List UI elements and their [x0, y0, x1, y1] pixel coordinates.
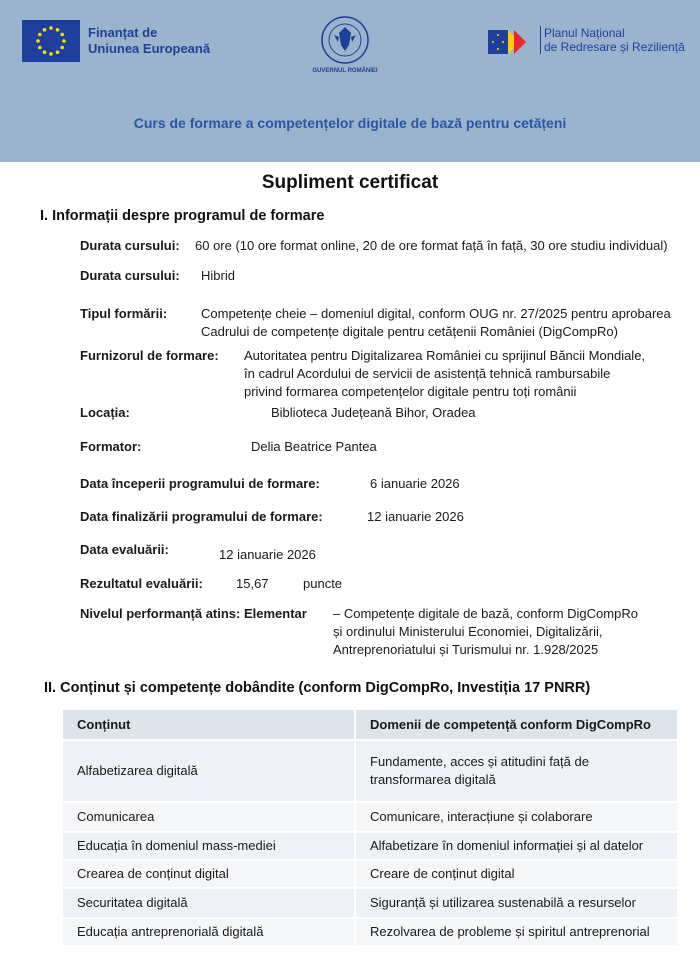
info-value: Delia Beatrice Pantea	[251, 439, 377, 454]
content-cell: Alfabetizarea digitală	[63, 740, 355, 802]
domain-cell: Alfabetizare în domeniul informației și al datelor	[355, 832, 678, 860]
info-label: Tipul formării:	[80, 306, 168, 321]
info-value: 60 ore (10 ore format online, 20 de ore format față în față, 30 ore studiu individual)	[195, 238, 668, 253]
table-row	[63, 740, 678, 802]
gov-seal-text: GUVERNUL ROMÂNIEI	[312, 68, 378, 74]
info-value: 12 ianuarie 2026	[367, 509, 464, 524]
domain-cell: Rezolvarea de probleme și spiritul antreprenorial	[355, 918, 678, 946]
content-cell: Securitatea digitală	[63, 888, 355, 918]
info-value: Biblioteca Județeană Bihor, Oradea	[271, 405, 476, 420]
info-score: 15,67	[236, 576, 269, 591]
info-label: Data începerii programului de formare:	[80, 476, 320, 491]
info-label: Nivelul performanță atins: Elementar	[80, 606, 307, 621]
info-value: – Competențe digitale de bază, conform DigCompRo	[333, 606, 638, 621]
header-band	[0, 0, 700, 162]
domain-cell	[355, 740, 678, 802]
content-cell: Comunicarea	[63, 802, 355, 832]
info-label: Furnizorul de formare:	[80, 348, 219, 363]
info-value: în cadrul Acordului de servicii de asistență tehnică rambursabile	[244, 366, 611, 381]
info-label: Durata cursului:	[80, 238, 180, 253]
table-header-row	[63, 710, 678, 740]
section-1-title: I. Informații despre programul de formare	[40, 208, 325, 224]
table-row	[63, 860, 678, 888]
pnrr-text-line: Planul Național	[544, 26, 625, 40]
table-row	[63, 888, 678, 918]
info-value: Antreprenoriatului și Turismului nr. 1.928/2025	[333, 642, 599, 657]
pnrr-logo	[488, 28, 536, 56]
course-title: Curs de formare a competențelor digitale de bază pentru cetățeni	[133, 115, 567, 131]
coat-of-arms-icon	[320, 15, 370, 65]
table-row	[63, 832, 678, 860]
eu-stars-icon	[22, 20, 80, 62]
content-cell: Educația în domeniul mass-mediei	[63, 832, 355, 860]
content-cell: Crearea de conținut digital	[63, 860, 355, 888]
info-label: Data evaluării:	[80, 542, 169, 557]
pnrr-text-line: de Redresare și Reziliență	[544, 40, 685, 54]
pnrr-text	[540, 26, 685, 54]
content-cell: Educația antreprenorială digitală	[63, 918, 355, 946]
eu-flag-logo	[22, 20, 80, 62]
pnrr-arrow-icon	[488, 28, 536, 56]
info-label: Data finalizării programului de formare:	[80, 509, 323, 524]
eu-text-line: Finanțat de	[88, 25, 158, 40]
competences-table	[63, 710, 679, 947]
info-value: și ordinului Ministerului Economiei, Digitalizării,	[333, 624, 603, 639]
column-header-content: Conținut	[63, 710, 355, 740]
info-value: privind formarea competențelor digitale pentru toți românii	[244, 384, 577, 399]
document-title: Supliment certificat	[261, 172, 439, 193]
info-label: Durata cursului:	[80, 268, 180, 283]
info-label: Rezultatul evaluării:	[80, 576, 203, 591]
info-label: Formator:	[80, 439, 142, 454]
info-value: Hibrid	[201, 268, 235, 283]
column-header-domain: Domenii de competență conform DigCompRo	[355, 710, 678, 740]
domain-cell: Siguranță și utilizarea sustenabilă a resurselor	[355, 888, 678, 918]
domain-cell: Comunicare, interacțiune și colaborare	[355, 802, 678, 832]
info-score-unit: puncte	[303, 576, 343, 591]
domain-text: Fundamente, acces și atitudini față de	[370, 754, 589, 769]
domain-text: transformarea digitală	[370, 772, 496, 787]
info-value: 12 ianuarie 2026	[219, 547, 316, 562]
eu-funding-text	[88, 25, 210, 57]
info-label: Locația:	[80, 405, 130, 420]
government-seal-logo	[320, 15, 370, 65]
info-value: Competențe cheie – domeniul digital, conform OUG nr. 27/2025 pentru aprobarea	[201, 306, 671, 321]
section-2-title: II. Conținut și competențe dobândite (conform DigCompRo, Investiția 17 PNRR)	[44, 680, 591, 696]
eu-text-line: Uniunea Europeană	[88, 41, 211, 56]
info-value: Autoritatea pentru Digitalizarea României cu sprijinul Băncii Mondiale,	[244, 348, 646, 363]
table-row	[63, 918, 678, 946]
info-value: Cadrului de competențe digitale pentru cetățenii României (DigCompRo)	[201, 324, 618, 339]
domain-cell: Creare de conținut digital	[355, 860, 678, 888]
info-value: 6 ianuarie 2026	[370, 476, 460, 491]
table-row	[63, 802, 678, 832]
